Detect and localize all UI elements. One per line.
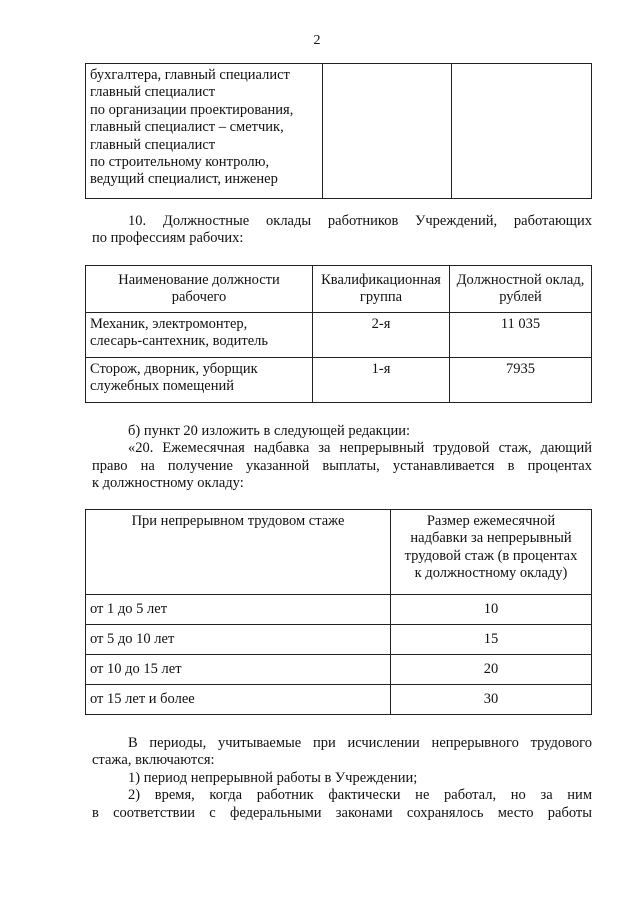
header-bonus-size [391,510,592,595]
position-line: бухгалтера, главный специалист [90,67,290,83]
cell-text: Сторож, дворник, уборщик [90,361,258,377]
salary-cell: 7935 [450,358,592,403]
paragraph-line: 10. Должностные оклады работников Учреждений, работающих [128,213,592,229]
qualification-group-cell: 2-я [313,313,450,358]
header-text: к должностному окладу) [414,565,568,582]
header-position-name [86,266,313,313]
paragraph-20 [92,440,592,492]
paragraph-line: по профессиям рабочих: [92,230,244,247]
table-row [86,313,592,358]
paragraph-line: право на получение указанной выплаты, устанавливается в процентах [92,457,592,474]
bonus-value-cell: 10 [391,595,592,625]
header-text: надбавки за непрерывный [410,530,572,547]
salary-cell: 11 035 [450,313,592,358]
bonus-value-cell: 15 [391,625,592,655]
table-header-row [86,266,592,313]
paragraph-line: в соответствии с федеральными законами сохранялось место работы [92,804,592,821]
empty-cell [323,64,452,199]
seniority-period-cell: от 15 лет и более [86,685,391,715]
position-line: главный специалист [90,84,216,101]
header-text: группа [359,289,403,305]
position-line: главный специалист [90,136,216,153]
position-line: ведущий специалист, инженер [90,171,278,188]
paragraph-line: «20. Ежемесячная надбавка за непрерывный трудовой стаж, дающий [128,440,592,457]
paragraph-periods [92,735,592,822]
position-name-cell [86,313,313,358]
list-item: 1) период непрерывной работы в Учреждении; [128,769,418,786]
qualification-group-cell: 1-я [313,358,450,403]
positions-table-continuation [85,63,592,199]
empty-cell [452,64,592,199]
cell-text: слесарь-сантехник, водитель [90,333,269,350]
worker-salary-table [85,265,592,403]
bonus-value-cell: 30 [391,685,592,715]
paragraph-line: к должностному окладу: [92,475,244,492]
paragraph-line: стажа, включаются: [92,752,215,769]
bonus-value-cell: 20 [391,655,592,685]
paragraph-line: В периоды, учитываемые при исчислении непрерывного трудового [128,735,592,751]
table-row [86,358,592,403]
header-text: рабочего [171,289,227,305]
header-qualification-group [313,266,450,313]
cell-text: Механик, электромонтер, [90,316,248,332]
header-text: Размер ежемесячной [426,513,556,529]
header-seniority: При непрерывном трудовом стаже [86,510,391,595]
header-text: Наименование должности [118,271,280,288]
table-row [86,685,592,715]
header-salary [450,266,592,313]
seniority-period-cell: от 5 до 10 лет [86,625,391,655]
header-text: трудовой стаж (в процентах [404,547,578,564]
seniority-bonus-table [85,509,592,715]
paragraph-b-and-20 [92,423,592,493]
table-row [86,64,592,199]
header-text: Квалификационная [321,271,441,288]
paragraph-line: б) пункт 20 изложить в следующей редакции: [128,423,410,439]
table-row [86,655,592,685]
position-names-cell [86,64,323,199]
seniority-period-cell: от 10 до 15 лет [86,655,391,685]
table-row [86,625,592,655]
header-text: рублей [499,289,542,305]
position-line: по строительному контролю, [90,153,270,170]
table-row [86,595,592,625]
header-text: Должностной оклад, [456,271,585,288]
list-item: 2) время, когда работник фактически не работал, но за ним [128,787,592,804]
cell-text: служебных помещений [90,378,234,395]
position-line: главный специалист – сметчик, [90,119,284,136]
seniority-period-cell: от 1 до 5 лет [86,595,391,625]
table-header-row [86,510,592,595]
paragraph-10 [92,213,592,248]
position-line: по организации проектирования, [90,101,294,118]
page-number: 2 [313,33,321,48]
position-name-cell [86,358,313,403]
